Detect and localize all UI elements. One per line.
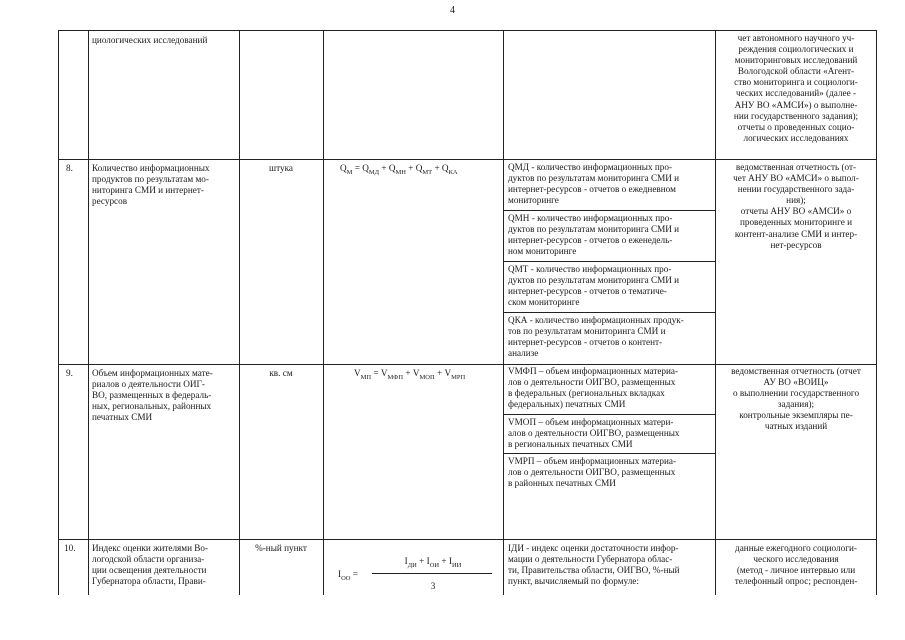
indicator-8: Количество информационных продуктов по результатам мо- ниторинга СМИ и интернет- ресурсов <box>92 163 210 207</box>
fraction-bar <box>372 573 492 574</box>
row-number-9: 9. <box>66 368 73 378</box>
component-9-2: VМОП – объем информационных матери- алов о деятельности ОИГВО, размещенных в региональных печатных СМИ <box>508 417 680 450</box>
indicator-9: Объем информационных мате- риалов о деятельности ОИГ- ВО, размещенных в федераль- ных, региональных, районных печатных СМИ <box>92 368 213 423</box>
row-divider-8 <box>58 159 877 160</box>
source-8: ведомственная отчетность (от- чет АНУ ВО «АМСИ» о выпол- нении государственного зада- ния); отчеты АНУ ВО «АМСИ» о проведенных мониторинге и контент-анализе СМИ и интер- нет-ресурсов <box>733 162 859 250</box>
unit-9: кв. см <box>269 368 293 378</box>
table-border-top <box>58 30 877 31</box>
unit-8: штука <box>269 163 293 173</box>
table-divider-unit <box>323 30 324 595</box>
component-8-1: QМД - количество информационных про- дуктов по результатам мониторинга СМИ и интернет-ресурсов - отчетов о ежедневном мониторинге <box>508 162 680 206</box>
row-divider-9 <box>58 364 877 365</box>
subdivider <box>503 312 715 313</box>
row-number-10: 10. <box>64 543 76 553</box>
table-border-right <box>876 30 877 595</box>
indicator-cont: циологических исследований <box>92 35 208 45</box>
component-8-4: QКА - количество информационных продук- тов по результатам мониторинга СМИ и интернет-ресурсов - отчетов о контент- анализе <box>508 315 684 359</box>
table-divider-indicator <box>239 30 240 595</box>
formula-9: $V_{МП} = V_{МФП} + V_{МОП} + V_{МРП}$ <box>354 368 466 381</box>
row-divider-10 <box>58 539 877 540</box>
subdivider <box>503 414 715 415</box>
formula-10-lhs: $I_{ОО}$ = <box>338 569 358 582</box>
source-10: данные ежегодного социологи- ческого исследования (метод - личное интервью или телефонный опрос; респонден- <box>734 543 858 587</box>
subdivider <box>503 453 715 454</box>
subdivider <box>503 210 715 211</box>
table-divider-components <box>715 30 716 595</box>
indicator-10: Индекс оценки жителями Во- логодской области организа- ции освещения деятельности Губернатора области, Прави- <box>92 543 209 587</box>
formula-8: $Q_М = Q_{МД} + Q_{МН} + Q_{МТ} + Q_{КА}$ <box>340 163 458 176</box>
source-9: ведомственная отчетность (отчет АУ ВО «ВОИЦ» о выполнении государственного задания); контрольные экземпляры пе- чатных изданий <box>731 366 861 432</box>
unit-10: %-ный пункт <box>255 543 307 553</box>
component-8-3: QМТ - количество информационных про- дуктов по результатам мониторинга СМИ и интернет-ресурсов - отчетов о тематиче- ском мониторинге <box>508 264 680 308</box>
component-9-3: VМРП – объем информационных материа- лов о деятельности ОИГВО, размещенных в районных печатных СМИ <box>508 456 677 489</box>
page-number: 4 <box>450 5 455 16</box>
row-number-8: 8. <box>66 163 73 173</box>
table-border-left <box>58 30 59 595</box>
formula-10-numerator: $I_{ДИ} + I_{ОИ} + I_{ИИ}$ <box>404 556 462 569</box>
component-9-1: VМФП – объем информационных материа- лов о деятельности ОИГВО, размещенных в федеральных (региональных вкладках федеральных) печатных СМИ <box>508 366 679 410</box>
formula-10-denominator: 3 <box>430 581 436 591</box>
component-10-1: IДИ - индекс оценки достаточности инфор- мации о деятельности Губернатора облас- ти, Правительства области, ОИГВО, %-ный пункт, вычисляемый по формуле: <box>508 543 680 587</box>
table-divider-num <box>88 30 89 595</box>
subdivider <box>503 261 715 262</box>
component-8-2: QМН - количество информационных про- дуктов по результатам мониторинга СМИ и интернет-ресурсов - отчетов о еженедель- ном мониторинге <box>508 213 680 257</box>
source-cont: чет автономного научного уч- реждения социологических и мониторинговых исследований Вологодской области «Агент- ство мониторинга и социологи- ческих исследований» (далее - АНУ ВО «АМСИ») о выполне- нии государственного задания); отчеты о проведенных социо- логических исследованиях <box>733 33 859 143</box>
